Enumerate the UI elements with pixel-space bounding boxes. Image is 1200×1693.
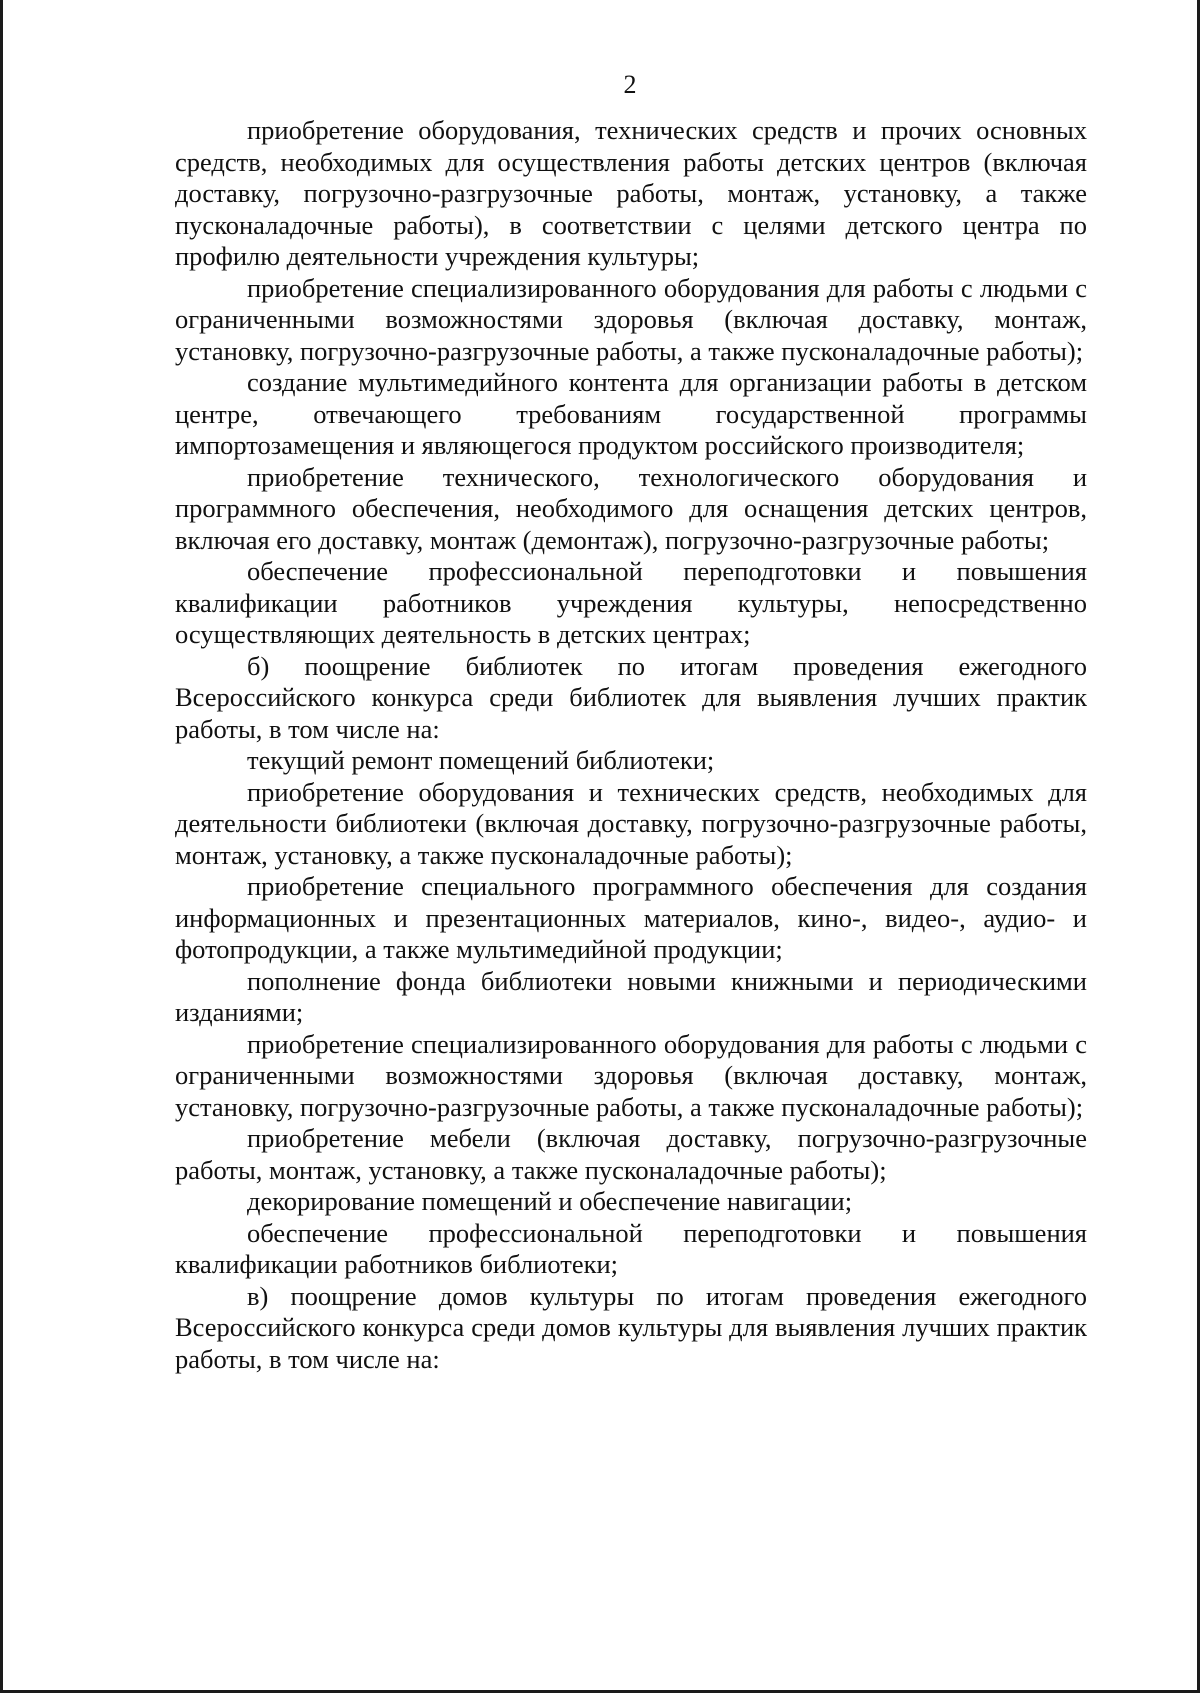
paragraph: пополнение фонда библиотеки новыми книжными и периодическими изданиями; [175, 965, 1087, 1027]
paragraph: обеспечение профессиональной переподготовки и повышения квалификации работников библиотеки; [175, 1217, 1087, 1279]
paragraph: приобретение специального программного обеспечения для создания информационных и презентационных материалов, кино-, видео-, аудио- и фотопродукции, а также мультимедийной продукции; [175, 871, 1087, 964]
paragraph: приобретение оборудования и технических средств, необходимых для деятельности библиотеки (включая доставку, погрузочно-разгрузочные работы, монтаж, установку, а также пусконаладочные работы); [175, 776, 1087, 870]
paragraph: приобретение специализированного оборудования для работы с людьми с ограниченными возможностями здоровья (включая доставку, монтаж, установку, погрузочно-разгрузочные работы, а также пусконаладочные работы); [175, 1028, 1087, 1122]
paragraph: обеспечение профессиональной переподготовки и повышения квалификации работников учреждения культуры, непосредственно осуществляющих деятельность в детских центрах; [175, 556, 1087, 649]
paragraph: в) поощрение домов культуры по итогам проведения ежегодного Всероссийского конкурса среди домов культуры для выявления лучших практик работы, в том числе на: [175, 1280, 1087, 1374]
paragraph: приобретение технического, технологического оборудования и программного обеспечения, необходимого для оснащения детских центров, включая его доставку, монтаж (демонтаж), погрузочно-разгрузочные работы; [175, 461, 1087, 555]
paragraph: текущий ремонт помещений библиотеки; [247, 745, 715, 775]
document-body [175, 115, 1087, 1375]
paragraph: декорирование помещений и обеспечение навигации; [247, 1186, 853, 1216]
paragraph: б) поощрение библиотек по итогам проведения ежегодного Всероссийского конкурса среди библиотек для выявления лучших практик работы, в том числе на: [175, 650, 1087, 744]
paragraph: приобретение мебели (включая доставку, погрузочно-разгрузочные работы, монтаж, установку, а также пусконаладочные работы); [175, 1123, 1087, 1185]
paragraph: приобретение специализированного оборудования для работы с людьми с ограниченными возможностями здоровья (включая доставку, монтаж, установку, погрузочно-разгрузочные работы, а также пусконаладочные работы); [175, 272, 1087, 366]
paragraph: приобретение оборудования, технических средств и прочих основных средств, необходимых для осуществления работы детских центров (включая доставку, погрузочно-разгрузочные работы, монтаж, установку, а также пусконаладочные работы), в соответствии с целями детского центра по профилю деятельности учреждения культуры; [175, 115, 1087, 271]
scan-border-left [0, 0, 3, 1693]
page-number: 2 [623, 70, 637, 99]
paragraph: создание мультимедийного контента для организации работы в детском центре, отвечающего требованиям государственной программы импортозамещения и являющегося продуктом российского производителя; [175, 367, 1087, 460]
